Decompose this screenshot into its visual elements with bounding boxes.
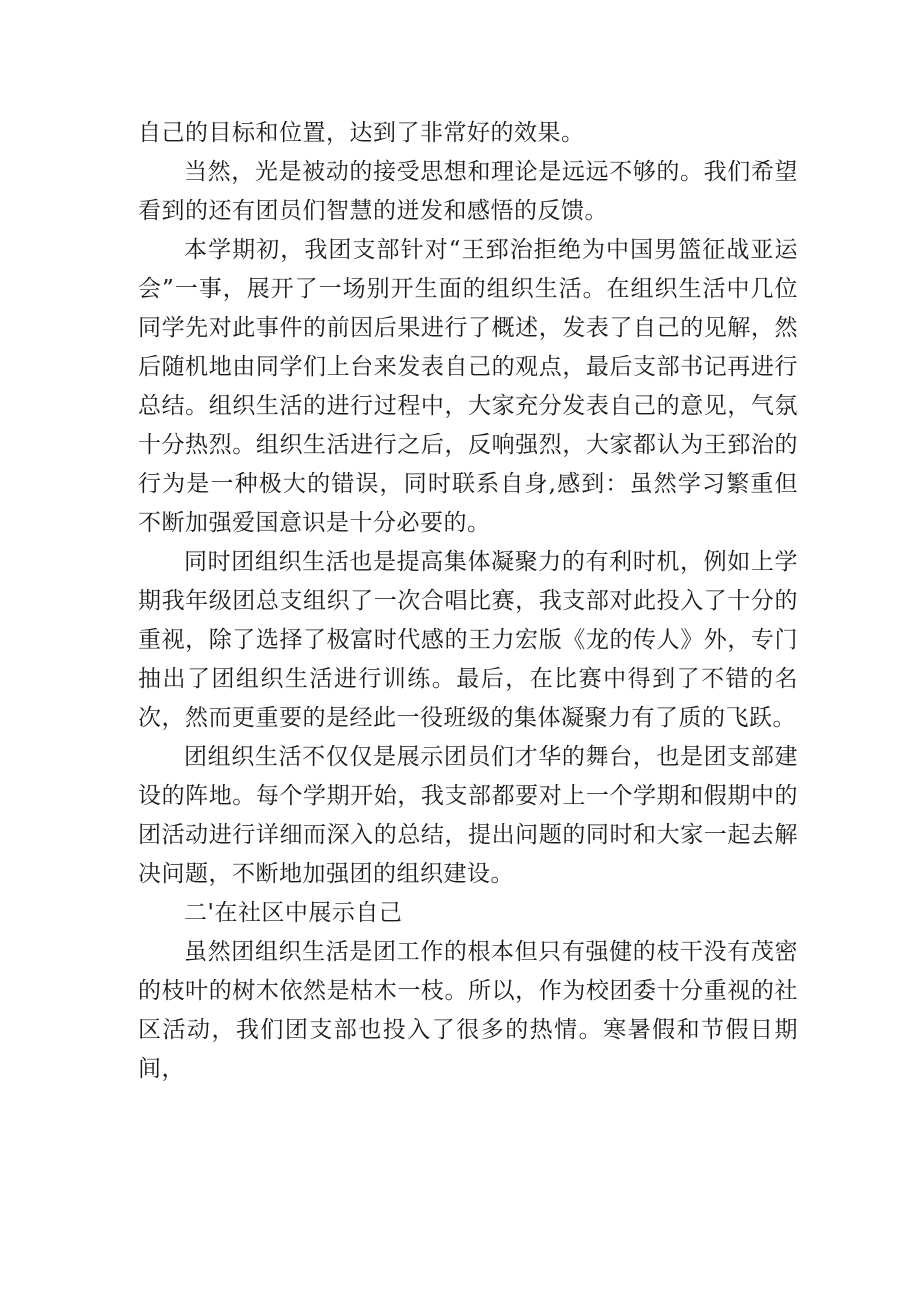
paragraph-branch-building: 团组织生活不仅仅是展示团员们才华的舞台，也是团支部建设的阵地。每个学期开始，我支部都要对上一个学期和假期中的团活动进行详细而深入的总结，提出问题的同时和大家一起去解决问题，不断地加强团的组织建设。 xyxy=(138,744,798,887)
paragraph-community: 虽然团组织生活是团工作的根本但只有强健的枝干没有茂密的枝叶的树木依然是枯木一枝。所以，作为校团委十分重视的社区活动，我们团支部也投入了很多的热情。寒暑假和节假日期间， xyxy=(138,939,798,1082)
section-heading: 二'在社区中展示自己 xyxy=(184,900,403,926)
paragraph-choir-contest: 同时团组织生活也是提高集体凝聚力的有利时机，例如上学期我年级团总支组织了一次合唱比赛，我支部对此投入了十分的重视，除了选择了极富时代感的王力宏版《龙的传人》外，专门抽出了团组织生活进行训练。最后，在比赛中得到了不错的名次，然而更重要的是经此一役班级的集体凝聚力有了质的飞跃。 xyxy=(138,549,798,731)
document-body xyxy=(138,114,798,1089)
paragraph-reflection: 当然，光是被动的接受思想和理论是远远不够的。我们希望看到的还有团员们智慧的迸发和感悟的反馈。 xyxy=(138,159,798,224)
paragraph-continuation: 自己的目标和位置，达到了非常好的效果。 xyxy=(138,120,585,146)
paragraph-organization-life: 本学期初，我团支部针对“王郅治拒绝为中国男篮征战亚运会”一事，展开了一场别开生面的组织生活。在组织生活中几位同学先对此事件的前因后果进行了概述，发表了自己的见解，然后随机地由同学们上台来发表自己的观点，最后支部书记再进行总结。组织生活的进行过程中，大家充分发表自己的意见，气氛十分热烈。组织生活进行之后，反响强烈，大家都认为王郅治的行为是一种极大的错误，同时联系自身,感到：虽然学习繁重但不断加强爱国意识是十分必要的。 xyxy=(138,237,798,536)
